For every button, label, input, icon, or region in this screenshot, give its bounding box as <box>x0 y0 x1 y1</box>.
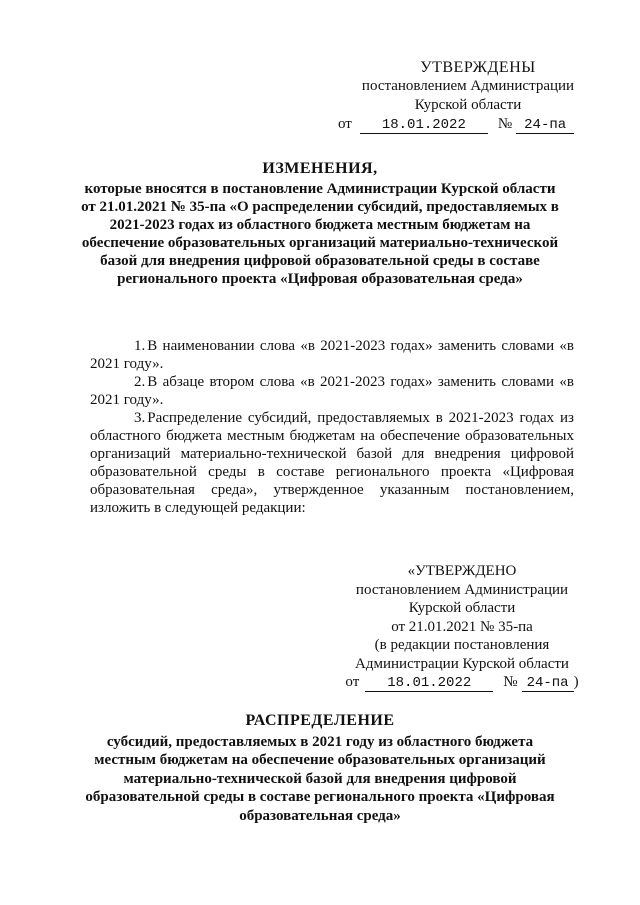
item-3-number: 3. <box>134 410 146 426</box>
approval2-title: «УТВЕРЖДЕНО <box>407 563 517 579</box>
approval2-date: 18.01.2022 <box>365 676 493 692</box>
approval-block <box>338 58 598 134</box>
changes-title: ИЗМЕНЕНИЯ, <box>262 160 378 177</box>
item-2-number: 2. <box>134 374 146 390</box>
approval2-line-3: от 21.01.2021 № 35-па <box>391 618 533 635</box>
distribution-title: РАСПРЕДЕЛЕНИЕ <box>245 712 395 729</box>
approval-title: УТВЕРЖДЕНЫ <box>420 59 536 76</box>
item-1-number: 1. <box>134 338 146 354</box>
approval-date: 18.01.2022 <box>360 118 488 134</box>
item-2 <box>90 373 574 409</box>
approval2-line-4: (в редакции постановления <box>374 637 550 653</box>
approval2-line-2: Курской области <box>408 600 516 616</box>
approval2-block <box>330 562 594 692</box>
approval-number-label: № <box>497 116 513 132</box>
approval-line-2: Курской области <box>414 97 522 113</box>
distribution-heading <box>85 712 555 825</box>
approval2-from-label: от <box>345 674 360 690</box>
item-2-text: В абзаце втором слова «в 2021-2023 годах» заменить словами «в 2021 году». <box>90 374 574 408</box>
item-1-text: В наименовании слова «в 2021-2023 годах» заменить словами «в 2021 году». <box>90 338 574 372</box>
approval2-number-label: № <box>503 674 518 690</box>
approval2-line-1: постановлением Администрации <box>355 581 569 598</box>
approval-from-label: от <box>338 116 352 132</box>
item-1 <box>90 337 574 373</box>
approval2-date-row <box>330 673 594 692</box>
approval2-line-5: Администрации Курской области <box>355 655 569 672</box>
changes-heading <box>80 160 560 288</box>
approval2-number: 24-па <box>522 676 574 692</box>
approval-date-row <box>338 115 598 134</box>
approval2-close-paren: ) <box>573 674 579 690</box>
item-3 <box>90 409 574 517</box>
changes-body <box>90 337 574 517</box>
item-3-text: Распределение субсидий, предоставляемых в 2021-2023 годах из областного бюджета местным бюджетам на обеспечение образовательных организаций материально-технической базой для внедрения цифровой образовательной среды в составе регионального проекта «Цифровая образовательная среда», утвержденное указанным постановлением, изложить в следующей редакции: <box>90 410 574 516</box>
approval-number: 24-па <box>516 118 574 134</box>
approval-line-1: постановлением Администрации <box>361 78 575 94</box>
distribution-subtitle: субсидий, предоставляемых в 2021 году из областного бюджета местным бюджетам на обеспечение образовательных организаций материально-технической базой для внедрения цифровой образовательной среды в составе регионального проекта «Цифровая образовательная среда» <box>85 733 555 824</box>
changes-subtitle: которые вносятся в постановление Администрации Курской области от 21.01.2021 № 35-па «О распределении субсидий, предоставляемых в 2021-2023 годах из областного бюджета местным бюджетам на обеспечение образовательных организаций материально-технической базой для внедрения цифровой образовательной среды в составе регионального проекта «Цифровая образовательная среда» <box>81 181 559 287</box>
